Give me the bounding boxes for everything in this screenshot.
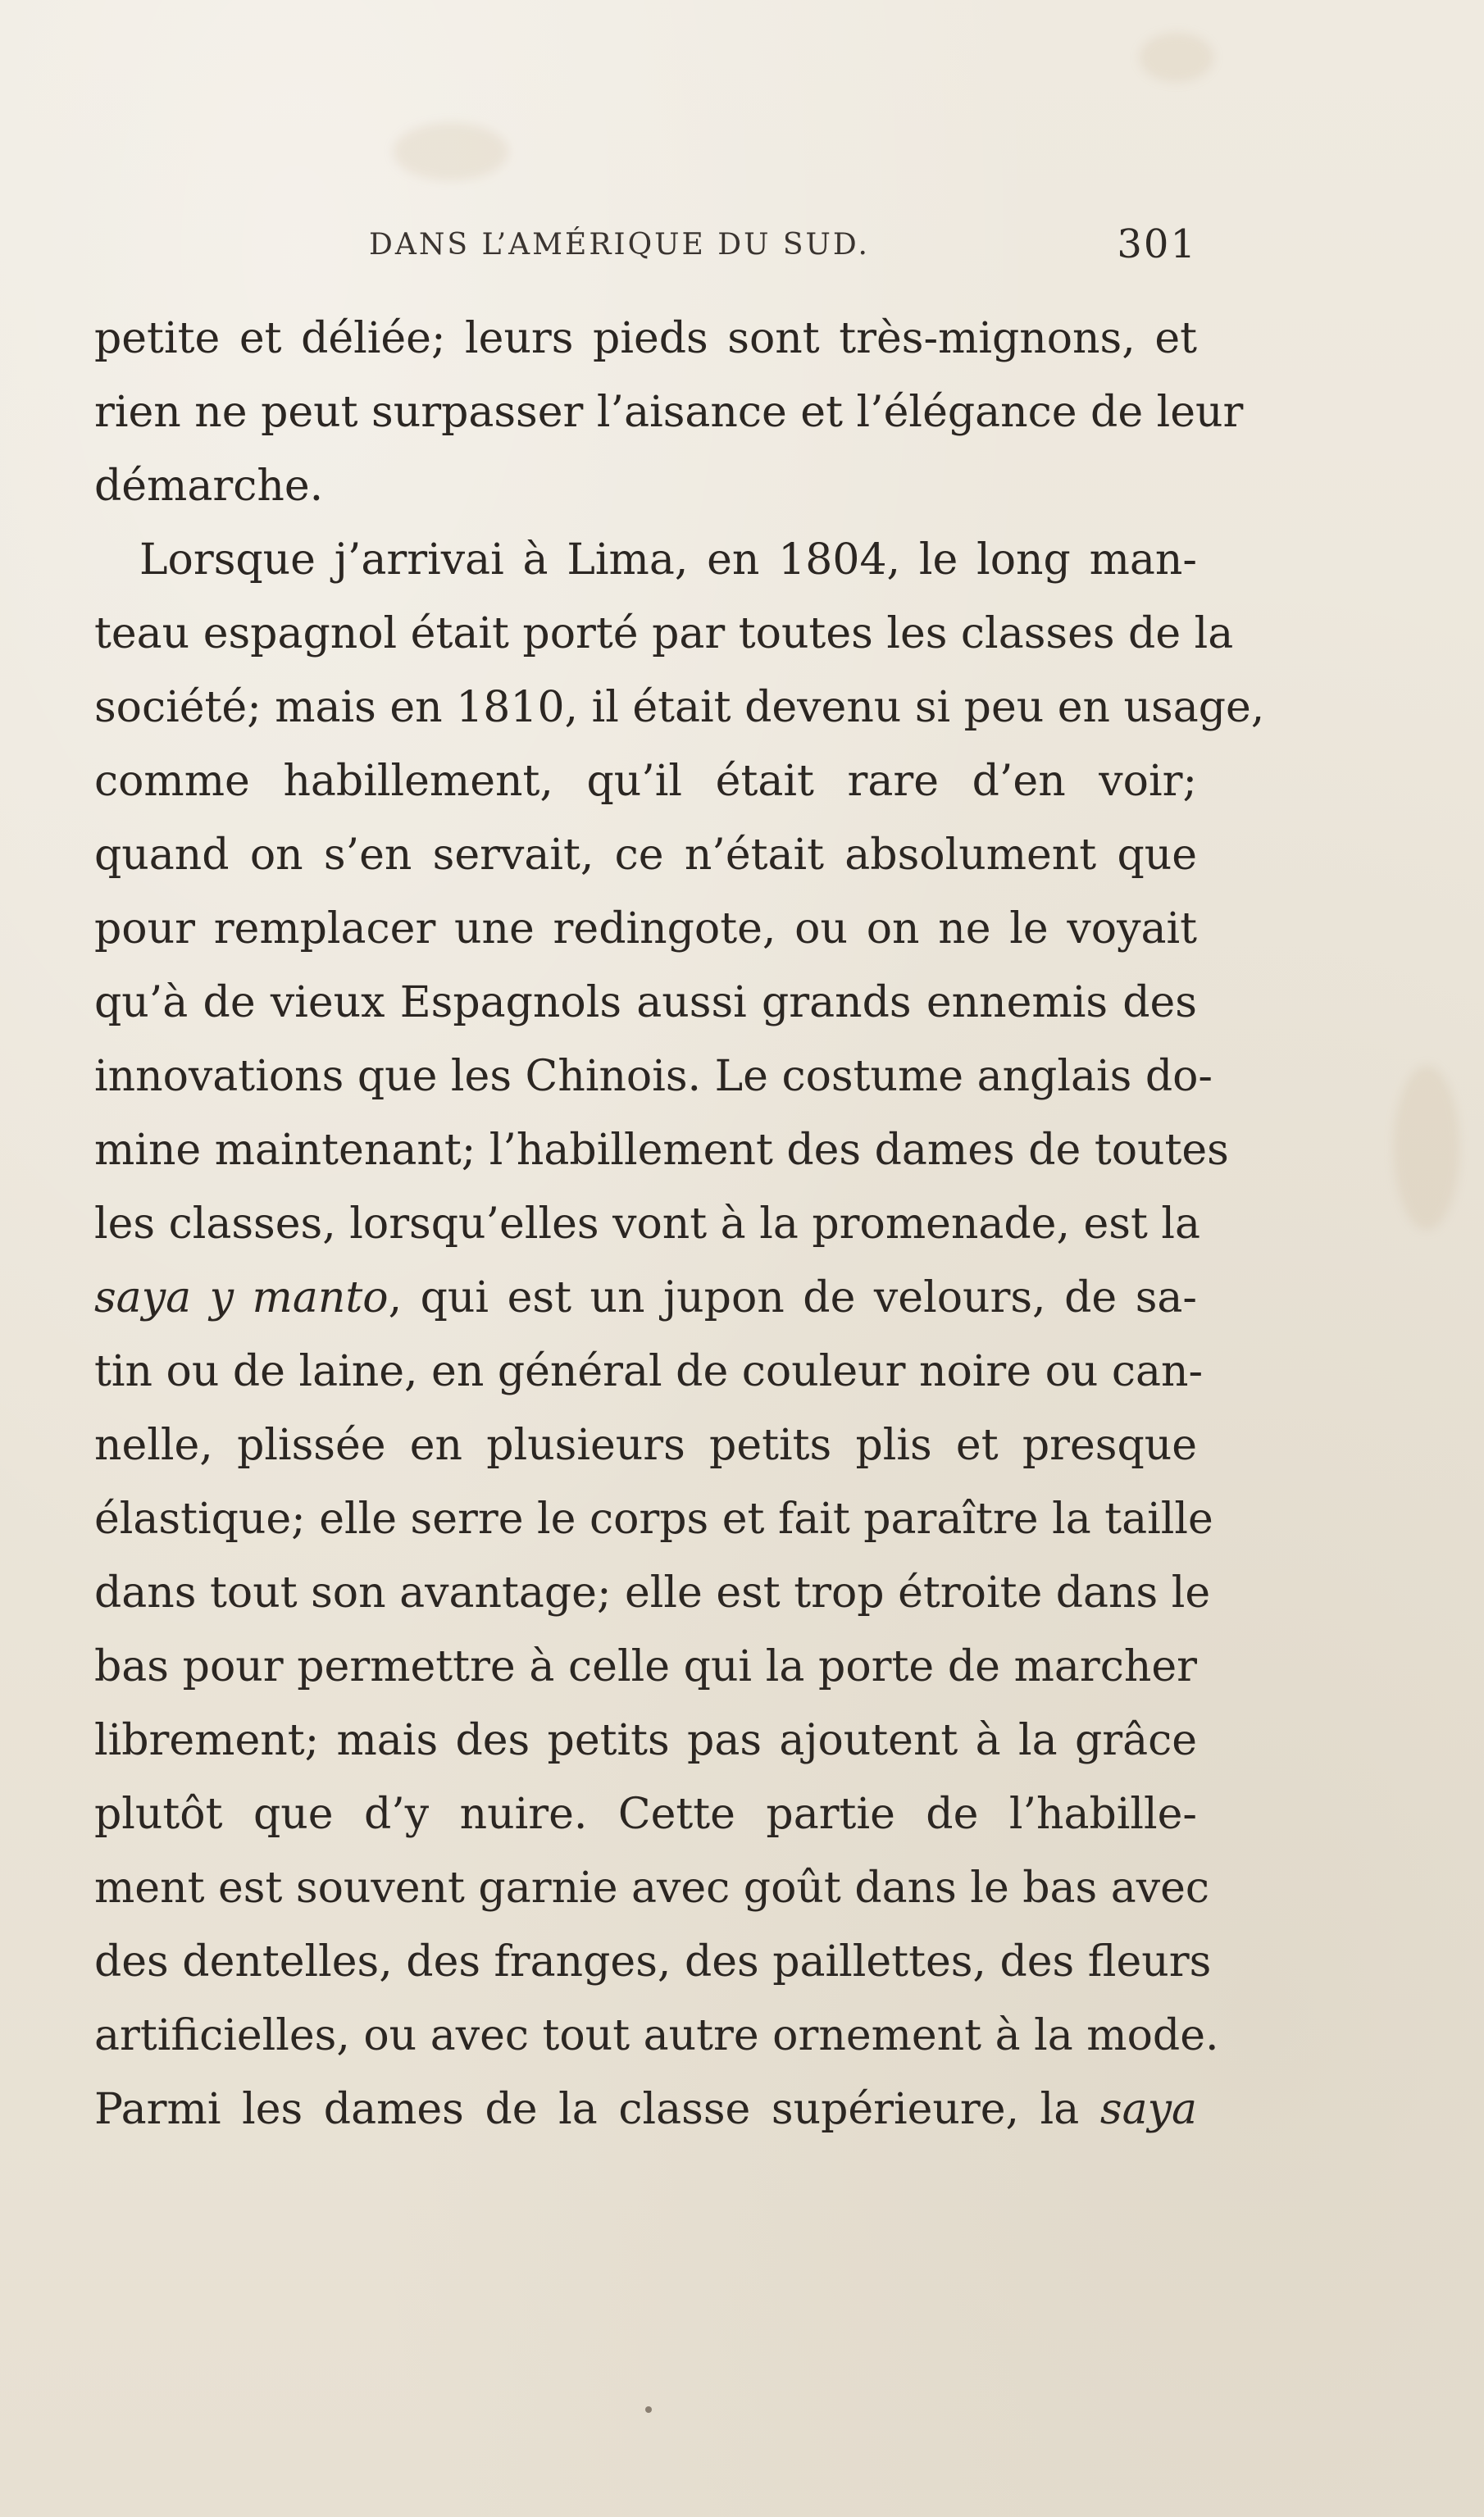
text-line: Lorsque j’arrivai à Lima, en 1804, le long man- (139, 535, 1197, 585)
text-fragment: Parmi les dames de la classe supérieure, la (94, 2085, 1100, 2134)
text-line (94, 2073, 1197, 2146)
text-line: quand on s’en servait, ce n’était absolument que (94, 831, 1197, 880)
text-line: qu’à de vieux Espagnols aussi grands ennemis des (94, 978, 1197, 1027)
paper-stain (1394, 1066, 1459, 1230)
text-line: plutôt que d’y nuire. Cette partie de l’habille- (94, 1790, 1197, 1839)
text-line (94, 1261, 1197, 1335)
text-line: dans tout son avantage; elle est trop étroite dans le (94, 1568, 1211, 1618)
text-line: ment est souvent garnie avec goût dans le bas avec (94, 1864, 1210, 1913)
text-line: comme habillement, qu’il était rare d’en voir; (94, 757, 1197, 806)
paper-stain (394, 123, 508, 180)
text-line: rien ne peut surpasser l’aisance et l’élégance de leur (94, 388, 1244, 437)
italic-term: saya (1099, 2085, 1197, 2134)
text-line: élastique; elle serre le corps et fait paraître la taille (94, 1495, 1213, 1544)
page-number: 301 (1117, 221, 1197, 267)
ink-dot (645, 2406, 652, 2413)
body-text (94, 302, 1265, 2146)
text-line: les classes, lorsqu’elles vont à la promenade, est la (94, 1199, 1201, 1249)
paper-stain (1140, 33, 1213, 82)
text-fragment: , qui est un jupon de velours, de sa- (388, 1273, 1197, 1322)
text-line: innovations que les Chinois. Le costume anglais do- (94, 1052, 1213, 1101)
text-line: pour remplacer une redingote, ou on ne le voyait (94, 904, 1197, 954)
text-line: tin ou de laine, en général de couleur noire ou can- (94, 1347, 1204, 1396)
text-line: nelle, plissée en plusieurs petits plis et presque (94, 1421, 1197, 1470)
text-line: des dentelles, des franges, des paillettes, des fleurs (94, 1937, 1212, 1987)
running-title: DANS L’AMÉRIQUE DU SUD. (369, 228, 870, 262)
text-line: société; mais en 1810, il était devenu si peu en usage, (94, 683, 1265, 732)
text-line: artificielles, ou avec tout autre ornement à la mode. (94, 2011, 1219, 2060)
text-line: mine maintenant; l’habillement des dames de toutes (94, 1126, 1229, 1175)
page-header (94, 221, 1197, 271)
italic-term: saya y manto (94, 1273, 389, 1322)
text-line: librement; mais des petits pas ajoutent à la grâce (94, 1716, 1197, 1765)
text-line: démarche. (94, 462, 324, 511)
text-line: teau espagnol était porté par toutes les classes de la (94, 609, 1234, 658)
text-line: bas pour permettre à celle qui la porte de marcher (94, 1642, 1197, 1691)
text-line: petite et déliée; leurs pieds sont très-mignons, et (94, 314, 1197, 363)
